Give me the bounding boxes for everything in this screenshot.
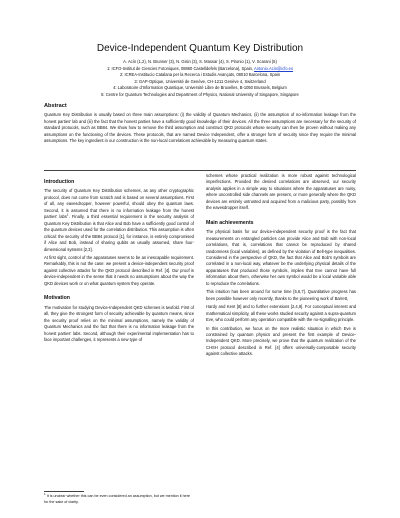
motivation-paragraph-continued: schemes whose practical realization is more robust against technological imperfections. Provided the desired correlations are observed, our security analysis applies in a simple way to situations where the apparatuses are noisy, where uncontrolled side channels are present, or more generally where the QKD devices are entirely untrusted and acquired from a malicious party, possibly from the eavesdropper itself. [206,173,356,211]
footnote-text: It is unclear whether this can be even considered an assumption, but we mention it here for the sake of clarity. [44,494,190,504]
section-divider [44,170,356,171]
affiliation-3: 3: GAP-Optique, Université de Genève, CH-1211 Genève 4, Switzerland [134,78,266,84]
footnote-divider [44,491,84,492]
affiliation-5: 5: Centre for Quantum Technologies and Department of Physics, National University of Singapore, Singapore [101,91,299,97]
paper-title: Device-Independent Quantum Key Distribution [96,43,304,54]
intro-heading: Introduction [44,179,75,185]
intro-paragraph-2: At first sight, control of the apparatuses seems to be an inescapable requirement. Remarkably, this is not the case: we present a device-independent security proof against collective attacks for the QKD protocol described in Ref. [4]. Our proof is device-independent in the sense that it needs no assumptions about the way the QKD devices work or on what quantum system they operate. [44,254,194,286]
footnote-marker: 1 [66,212,69,217]
author-list: A. Acín (1,2), N. Brunner (3), N. Gisin (3), S. Massar (4), S. Pironio (1), V. Scarani (5) [123,59,277,64]
affiliation-2: 2: ICREA-Institucio Catalana per la Recerca i Estudis Avançats, 08010 Barcelona, Spain [119,72,281,78]
affiliation-4: 4: Laboratoire d'Information Quantique, Université Libre de Bruxelles, B-1050 Brussels, Belgium [113,85,287,91]
achievements-paragraph-3: Hardy and Kent [8] and to further extensions [2,4,9]. For conceptual interest and mathematical simplicity, all these works studied security against a supra-quantum Eve, who could perform any operation compatible with the no-signalling principle. [206,304,356,323]
affiliation-1-text: 1: ICFO-Institut de Ciencies Fotoniques, 08860 Castelldefels (Barcelona), Spain, [107,65,254,71]
achievements-heading: Main achievements [206,219,254,226]
intro-paragraph-1: The security of Quantum Key Distribution schemes, as any other cryptographic protocol, does not come from scratch and is based on several assumptions. First of all, any eavesdropper, however powerful, should obey the quantum laws. Second, it is assumed that there is no information leakage from the honest parties' labs$^1$. Finally, a third essential requirement in the security analysis of Quantum Key Distribution is that Alice and Bob have a sufficiently good control of the quantum devices used for the correlation distribution. This assumption is often critical: the security of the BB84 protocol [1], for instance, is entirely compromised if Alice and Bob, instead of sharing qubits as usually assumed, share four-dimensional systems [2,3]. [44,188,194,252]
motivation-paragraph-1: The motivation for studying Device-Independent QKD schemes is twofold. First of all, they give the strongest form of security achievable by quantum means, since the security proof relies on the minimal assumptions, namely the validity of Quantum Mechanics and the fact that there is no information leakage from the honest parties' labs. Second, although their experimental implementation has to face important challenges, it represents a new type of [44,304,194,342]
author-block [44,59,356,99]
left-column [44,173,194,345]
motivation-heading: Motivation [44,295,70,302]
affiliation-1 [44,66,356,73]
right-column [206,173,356,360]
footnote-number: 1 [44,492,46,496]
achievements-paragraph-2: This intuition has been around for some time [5,6,7]. Quantitative progress has been possible however only recently, thanks to the pioneering work of Barrett, [206,289,356,301]
abstract-text: Quantum Key Distribution is usually based on three main assumptions: (i) the validity of Quantum Mechanics, (ii) the assumption of no-information leakage from the honest parties' lab and (iii) the fact that the honest parties have a sufficiently good knowledge of their devices. All the three assumptions are necessary for the security of standard protocols, such as BB84. We show how to remove the third assumption and construct QKD protocols whose security can then be proven without making any assumptions on the functioning of the devices. These protocols, that are named Device Independent, offer a stronger form of security since they require the minimal assumptions. The key ingredient in our construction is the non-local correlations achievable by measuring quantum states. [44,112,356,143]
contact-email-link[interactable]: Antonio.Acin@icfo.es [254,65,293,71]
achievements-paragraph-4: In this contribution, we focus on the more realistic situation in which Eve is constrained by quantum physics and present the first example of Device-Independent QKD. More precisely, we prove that the quantum realization of the CHSH protocol described in Ref. [4] offers universally-composable security against collective attacks. [206,325,356,357]
abstract-heading: Abstract [44,103,67,109]
footnote [44,494,194,505]
achievements-paragraph-1: The physical basis for our device-independent security proof is the fact that measurements on entangled particles can provide Alice and Bob with non-local correlations, that is, correlations that cannot be reproduced by shared randomness (local variables), as defined by the violation of Bell-type inequalities. Considered in the perspective of QKD, the fact that Alice and Bob's symbols are correlated in a non-local way, whatever be the underlying physical details of the apparatuses that produced those symbols, implies that Eve cannot have full information about them, otherwise her own symbol would be a local variable able to reproduce the correlations. [206,229,356,286]
